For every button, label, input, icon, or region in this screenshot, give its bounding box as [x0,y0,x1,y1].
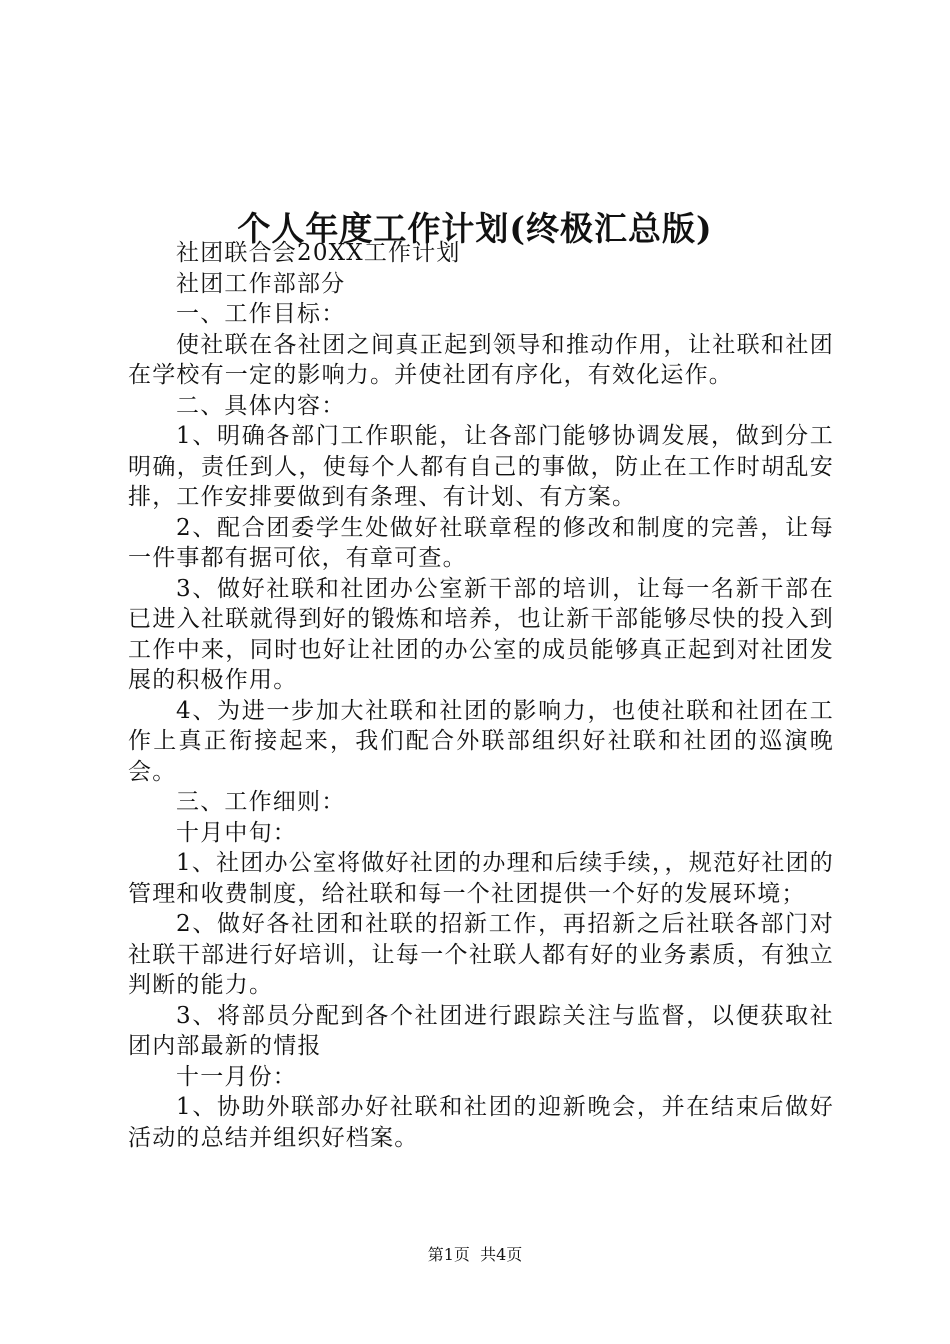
paragraph-org-plan-heading: 社团联合会20XX工作计划 [176,240,461,266]
paragraph-section-rules: 三、工作细则： [176,789,346,815]
paragraph-department-heading: 社团工作部部分 [176,270,346,297]
paragraph-content-item-2: 2、配合团委学生处做好社联章程的修改和制度的完善，让每一件事都有据可依，有章可查。 [128,514,834,571]
paragraph-october-item-3: 3、将部员分配到各个社团进行跟踪关注与监督，以便获取社团内部最新的情报 [128,1002,834,1059]
document-body [128,238,834,1153]
document-title: 个人年度工作计划(终极汇总版) [237,209,713,249]
page-number-label: 第1页 共4页 [427,1245,523,1264]
paragraph-section-contents: 二、具体内容： [176,392,346,419]
paragraph-november-item-1: 1、协助外联部办好社联和社团的迎新晚会，并在结束后做好活动的总结并组织好档案。 [128,1094,834,1151]
paragraph-section-goals: 一、工作目标： [176,301,346,327]
paragraph-content-item-1: 1、明确各部门工作职能，让各部门能够协调发展，做到分工明确，责任到人，使每个人都有自己的事做，防止在工作时胡乱安排，工作安排要做到有条理、有计划、有方案。 [128,423,834,510]
paragraph-content-item-4: 4、为进一步加大社联和社团的影响力，也使社联和社团在工作上真正衔接起来，我们配合外联部组织好社联和社团的巡演晚会。 [128,697,834,785]
paragraph-october-item-2: 2、做好各社团和社联的招新工作，再招新之后社联各部门对社联干部进行好培训，让每一个社联人都有好的业务素质，有独立判断的能力。 [128,911,834,998]
paragraph-october-item-1: 1、社团办公室将做好社团的办理和后续手续，，规范好社团的管理和收费制度，给社联和每一个社团提供一个好的发展环境； [128,850,834,907]
page-footer [0,1244,950,1266]
paragraph-october-heading: 十月中旬： [176,819,297,846]
paragraph-content-item-3: 3、做好社联和社团办公室新干部的培训，让每一名新干部在已进入社联就得到好的锻炼和培养，也让新干部能够尽快的投入到工作中来，同时也好让社团的办公室的成员能够真正起到对社团发展的积极作用。 [128,575,834,693]
paragraph-goals-text: 使社联在各社团之间真正起到领导和推动作用，让社联和社团在学校有一定的影响力。并使社团有序化，有效化运作。 [128,331,834,388]
paragraph-november-heading: 十一月份： [176,1063,297,1090]
